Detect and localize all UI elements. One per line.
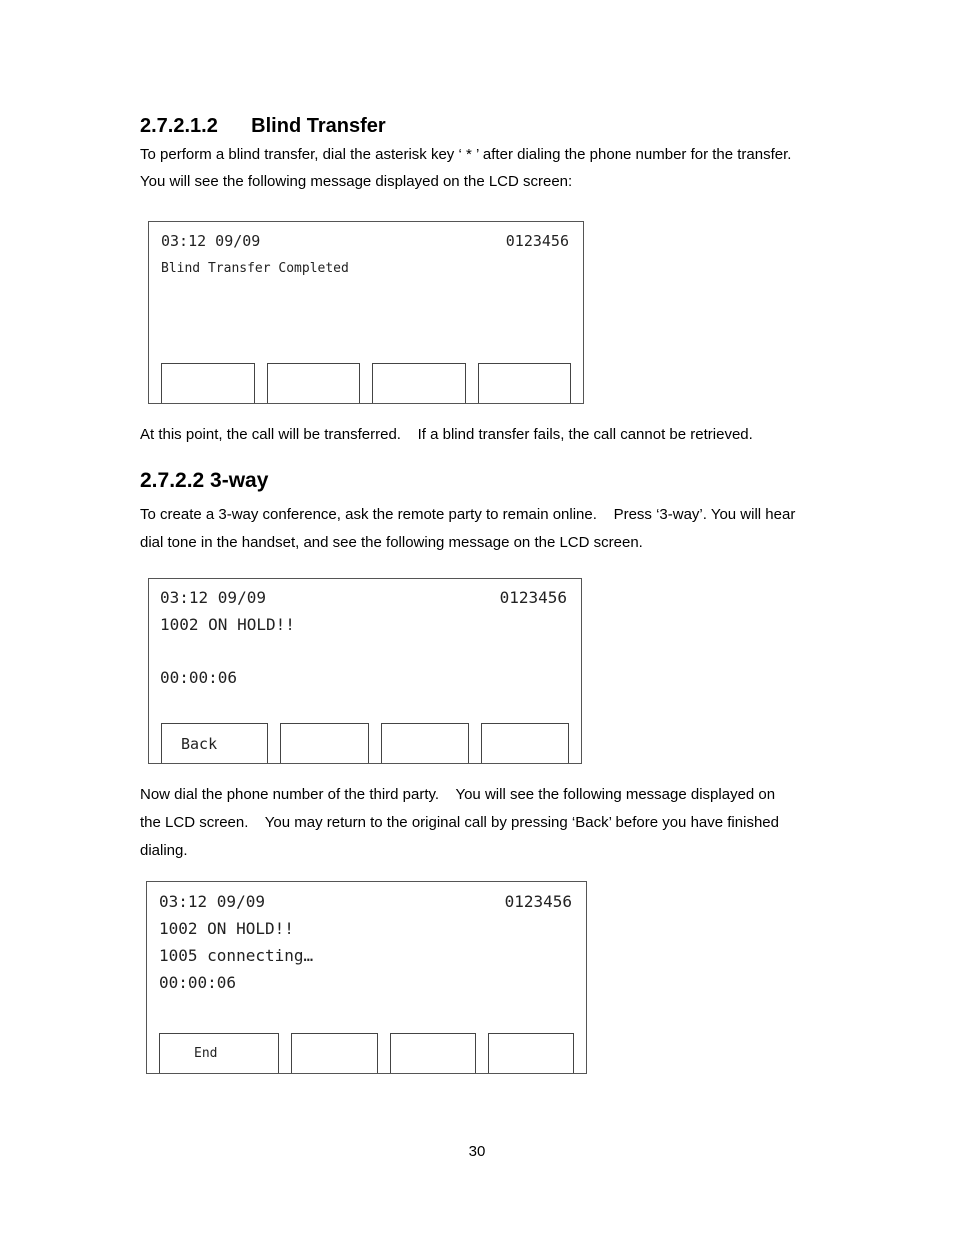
lcd-message: Blind Transfer Completed — [161, 261, 349, 276]
lcd-softkey-row — [159, 1033, 574, 1073]
lcd-softkey-4[interactable] — [478, 363, 572, 403]
lcd-softkey-row — [161, 363, 571, 403]
lcd-phone-number: 0123456 — [499, 588, 567, 607]
section-heading-blind-transfer: 2.7.2.1.2 Blind Transfer — [140, 115, 386, 137]
lcd-softkey-row — [161, 723, 569, 763]
back-softkey[interactable]: Back — [161, 723, 268, 763]
lcd-connecting-status: 1005 connecting… — [159, 946, 314, 965]
lcd-phone-number: 0123456 — [504, 892, 572, 911]
end-softkey[interactable]: End — [159, 1033, 279, 1073]
lcd-hold-status: 1002 ON HOLD!! — [160, 615, 295, 634]
lcd-phone-number: 0123456 — [505, 232, 569, 250]
three-way-after-line1: Now dial the phone number of the third party. You will see the following message displayed on — [140, 786, 776, 803]
blind-transfer-after-text: At this point, the call will be transferred. If a blind transfer fails, the call cannot be retrieved. — [140, 426, 753, 443]
lcd-softkey-4[interactable] — [488, 1033, 574, 1073]
blind-transfer-intro-line2: You will see the following message displayed on the LCD screen: — [140, 173, 573, 190]
lcd-softkey-4[interactable] — [481, 723, 569, 763]
lcd-softkey-3[interactable] — [381, 723, 469, 763]
lcd-hold-status: 1002 ON HOLD!! — [159, 919, 294, 938]
three-way-intro-line1: To create a 3-way conference, ask the remote party to remain online. Press ‘3-way’. You will hear — [140, 506, 796, 523]
lcd-softkey-3[interactable] — [390, 1033, 476, 1073]
lcd-time-date: 03:12 09/09 — [159, 892, 265, 911]
lcd-time-date: 03:12 09/09 — [160, 588, 266, 607]
lcd-call-timer: 00:00:06 — [159, 973, 237, 992]
lcd-softkey-2[interactable] — [267, 363, 361, 403]
lcd-softkey-3[interactable] — [372, 363, 466, 403]
section-heading-3-way: 2.7.2.2 3-way — [140, 469, 269, 492]
lcd-screen-blind-transfer — [148, 221, 584, 404]
page-number: 30 — [468, 1143, 486, 1160]
lcd-time-date: 03:12 09/09 — [161, 232, 261, 250]
lcd-screen-3-way-connecting — [146, 881, 587, 1074]
three-way-after-line3: dialing. — [140, 842, 188, 859]
three-way-after-line2: the LCD screen. You may return to the original call by pressing ‘Back’ before you have finished — [140, 814, 779, 831]
lcd-softkey-1[interactable] — [161, 363, 255, 403]
lcd-call-timer: 00:00:06 — [160, 668, 238, 687]
blind-transfer-intro-line1: To perform a blind transfer, dial the asterisk key ‘ * ’ after dialing the phone number for the transfer. — [140, 146, 792, 163]
lcd-screen-3-way-hold — [148, 578, 582, 764]
lcd-softkey-2[interactable] — [280, 723, 368, 763]
lcd-softkey-2[interactable] — [291, 1033, 377, 1073]
three-way-intro-line2: dial tone in the handset, and see the following message on the LCD screen. — [140, 534, 643, 551]
